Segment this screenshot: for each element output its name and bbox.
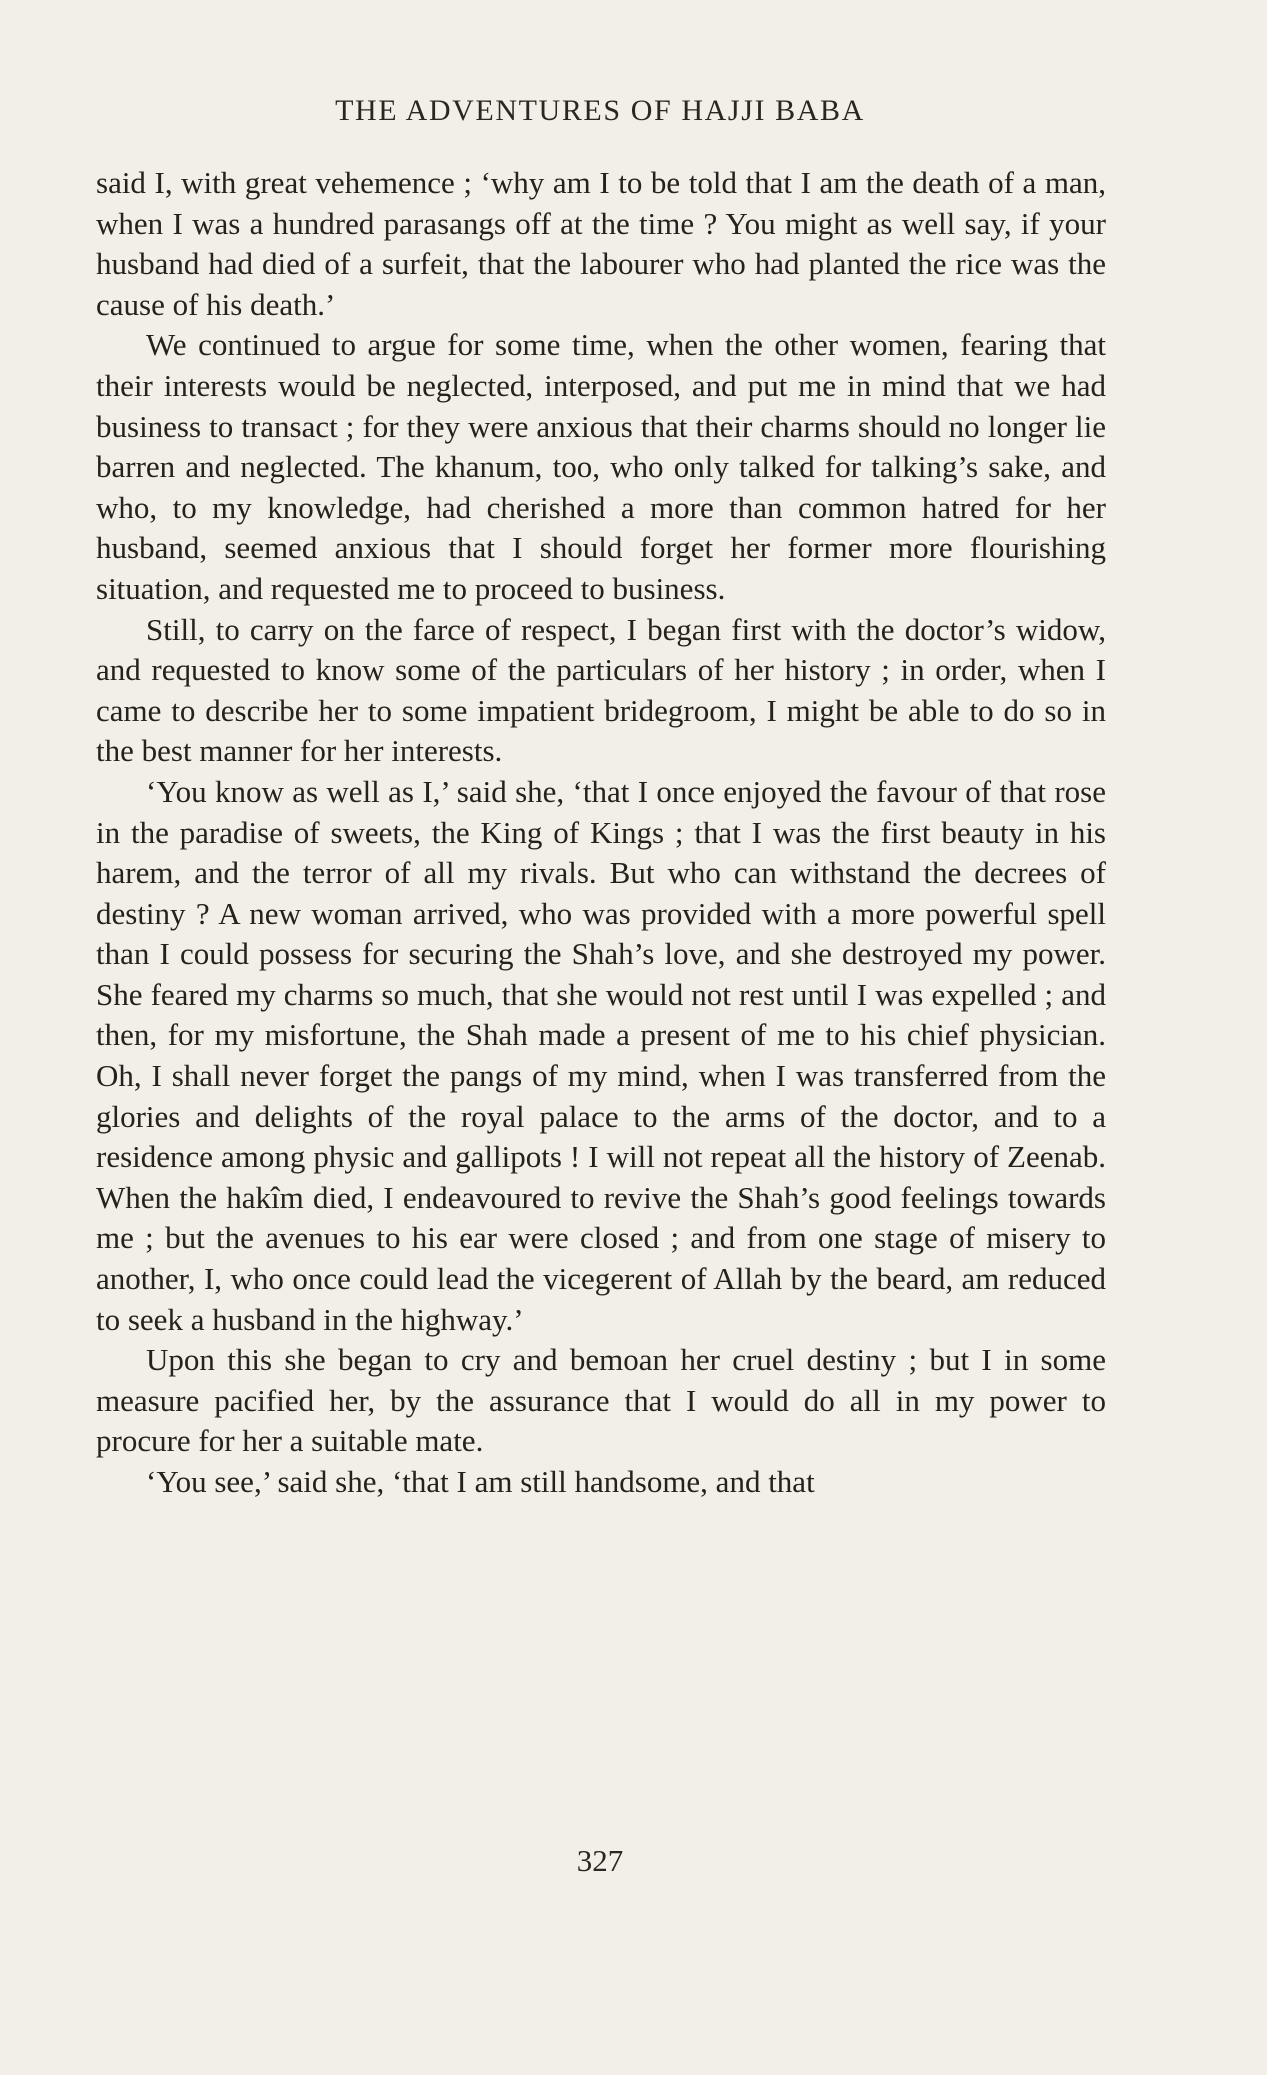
body-text xyxy=(96,163,1106,1503)
running-head: THE ADVENTURES OF HAJJI BABA xyxy=(335,94,865,127)
page-number: 327 xyxy=(576,1843,624,1878)
paragraph-continued: said I, with great vehemence ; ‘why am I to be told that I am the death of a man, when I was a hundred parasangs off at the time ? You might as well say, if your husband had died of a surfeit, that the labourer who had planted the rice was the cause of his death.’ xyxy=(96,165,1106,322)
paragraph: We continued to argue for some time, when the other women, fearing that their interests would be neglected, interposed, and put me in mind that we had business to transact ; for they were anxious that their charms should no longer lie barren and neglected. The khanum, too, who only talked for talking’s sake, and who, to my knowledge, had cherished a more than common hatred for her husband, seemed anxious that I should forget her former more flourishing situation, and requested me to proceed to business. xyxy=(96,327,1106,606)
paragraph: Upon this she began to cry and bemoan her cruel destiny ; but I in some measure pacified her, by the assurance that I would do all in my power to procure for her a suitable mate. xyxy=(96,1342,1106,1459)
paragraph: Still, to carry on the farce of respect, I began first with the doctor’s widow, and requested to know some of the particulars of her history ; in order, when I came to describe her to some impatient bridegroom, I might be able to do so in the best manner for her interests. xyxy=(96,611,1106,769)
paragraph: ‘You see,’ said she, ‘that I am still handsome, and that xyxy=(146,1464,815,1499)
paragraph: ‘You know as well as I,’ said she, ‘that I once enjoyed the favour of that rose in the paradise of sweets, the King of Kings ; that I was the first beauty in his harem, and the terror of all my rivals. But who can withstand the decrees of destiny ? A new woman arrived, who was provided with a more powerful spell than I could possess for securing the Shah’s love, and she destroyed my power. She feared my charms so much, that she would not rest until I was expelled ; and then, for my misfortune, the Shah made a present of me to his chief physician. Oh, I shall never forget the pangs of my mind, when I was transferred from the glories and delights of the royal palace to the arms of the doctor, and to a residence among physic and gallipots ! I will not repeat all the history of Zeenab. When the hakîm died, I endeavoured to revive the Shah’s good feelings towards me ; but the avenues to his ear were closed ; and from one stage of misery to another, I, who once could lead the vicegerent of Allah by the beard, am reduced to seek a husband in the highway.’ xyxy=(96,773,1106,1337)
